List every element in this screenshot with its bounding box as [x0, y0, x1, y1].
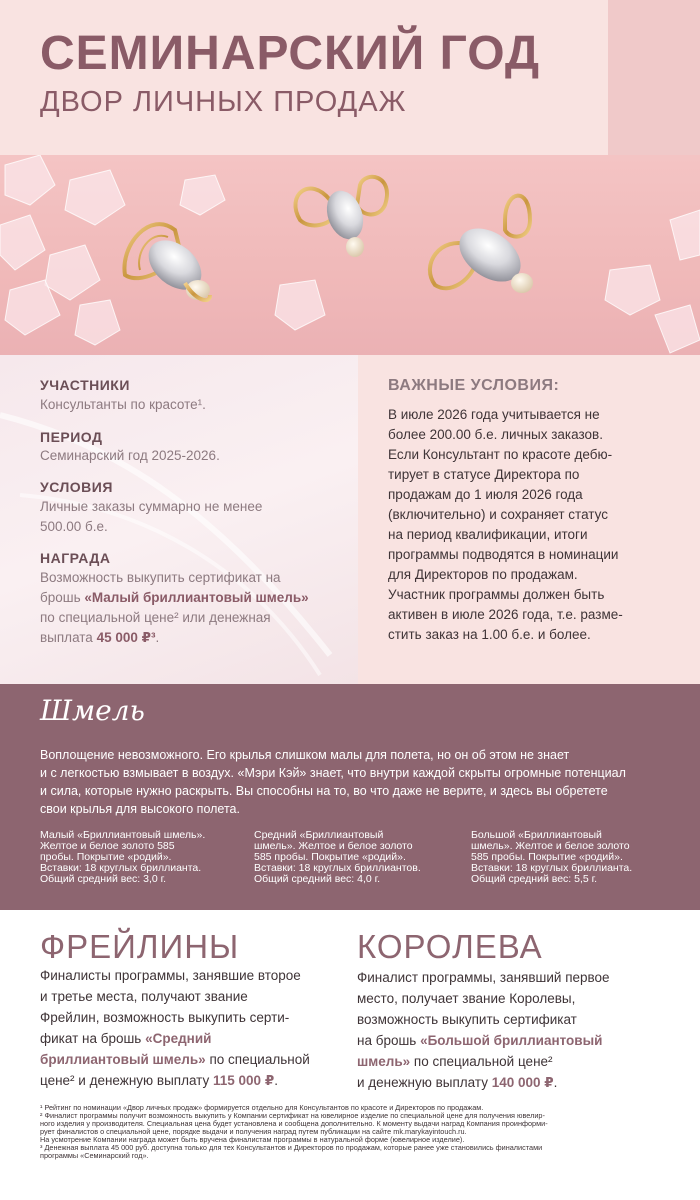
- important-line: тирует в статусе Директора по: [388, 467, 580, 482]
- important-line: для Директоров по продажам.: [388, 567, 578, 582]
- bumblebee-text-line: Воплощение невозможного. Его крылья слишком малы для полета, но он об этом не знает: [40, 748, 570, 762]
- participants-value: Консультанты по красоте¹.: [40, 397, 206, 412]
- brooch-large-icon: [430, 196, 533, 293]
- queen-title: КОРОЛЕВА: [357, 928, 543, 965]
- queen-text-line: Финалист программы, занявший первое: [357, 970, 610, 985]
- important-conditions-title: ВАЖНЫЕ УСЛОВИЯ:: [388, 377, 560, 394]
- bumblebee-section: [0, 684, 700, 910]
- queen-text-line: место, получает звание Королевы,: [357, 991, 576, 1006]
- page-title: СЕМИНАРСКИЙ ГОД: [40, 27, 541, 80]
- ladies-text-line: фикат на брошь «Средний: [40, 1031, 212, 1046]
- program-info-panel: [0, 355, 358, 684]
- ladies-text-line: бриллиантовый шмель» по специальной: [40, 1052, 310, 1067]
- important-line: программы подводятся в номинации: [388, 547, 619, 562]
- reward-label: НАГРАДА: [40, 550, 111, 566]
- brooch-small-icon: [124, 224, 210, 300]
- important-line: стить заказ на 1.00 б.е. и более.: [388, 627, 591, 642]
- important-line: продажам до 1 июля 2026 года: [388, 487, 583, 502]
- queen-text-line: шмель» по специальной цене²: [357, 1054, 553, 1069]
- conditions-label: УСЛОВИЯ: [40, 479, 113, 495]
- footnote: На усмотрение Компании награда может быть вручена финалистам программы в натуральной форме (ювелирное изделие).: [40, 1135, 465, 1144]
- page-subtitle: ДВОР ЛИЧНЫХ ПРОДАЖ: [40, 86, 407, 118]
- footnote: ³ Денежная выплата 45 000 руб. доступна только для тех Консультантов и Директоров по продажам, которые ранее уже становились финалистами: [40, 1143, 543, 1152]
- reward-value-line: по специальной цене² или денежная: [40, 610, 271, 625]
- conditions-value-line: Личные заказы суммарно не менее: [40, 499, 263, 514]
- queen-text-line: и денежную выплату 140 000 ₽.: [357, 1075, 558, 1090]
- ladies-text-line: Финалисты программы, занявшие второе: [40, 968, 301, 983]
- reward-value-line: выплата 45 000 ₽³.: [40, 630, 160, 645]
- queen-text-line: на брошь «Большой бриллиантовый: [357, 1033, 603, 1048]
- brooch-photo-illustration: [0, 155, 700, 355]
- brooch-photo: [0, 155, 700, 355]
- queen-text-line: возможность выкупить сертификат: [357, 1012, 577, 1027]
- reward-value-line: Возможность выкупить сертификат на: [40, 570, 281, 585]
- ladies-title: ФРЕЙЛИНЫ: [40, 928, 240, 965]
- reward-value-line: брошь «Малый бриллиантовый шмель»: [40, 590, 309, 605]
- important-line: (включительно) и сохраняет статус: [388, 507, 608, 522]
- footnote: рует финалистов о специальной цене, порядке выдачи и получения наград путем публикации на сайте mk.marykayintouch.ru.: [40, 1127, 467, 1136]
- footnote: ¹ Рейтинг по номинации «Двор личных продаж» формируется отдельно для Консультантов по красоте и Директоров по продажам.: [40, 1103, 484, 1112]
- footnote: ного изделия у производителя. Специальная цена будет установлена и сообщена дополнительно. К моменту выдачи наград Компания проинформи-: [40, 1119, 548, 1128]
- participants-label: УЧАСТНИКИ: [40, 377, 130, 393]
- header: [0, 0, 700, 155]
- bumblebee-title: Шмель: [40, 694, 145, 727]
- important-line: более 200.00 б.е. личных заказов.: [388, 427, 603, 442]
- brooch-medium-icon: [295, 177, 387, 257]
- important-conditions-panel: [358, 355, 700, 684]
- bumblebee-text-line: свои крылья для высокого полета.: [40, 802, 240, 816]
- important-line: на период квалификации, итоги: [388, 527, 588, 542]
- period-label: ПЕРИОД: [40, 429, 103, 445]
- important-line: В июле 2026 года учитывается не: [388, 407, 600, 422]
- conditions-value-line: 500.00 б.е.: [40, 519, 108, 534]
- bumblebee-text-line: и с легкостью взмывает в воздух. «Мэри Кэй» знает, что внутри каждой скрыты огромные потенциал: [40, 766, 626, 780]
- ladies-text-line: цене² и денежную выплату 115 000 ₽.: [40, 1073, 278, 1088]
- important-line: Если Консультант по красоте дебю-: [388, 447, 613, 462]
- footnote: программы «Семинарский год».: [40, 1151, 149, 1160]
- spec-medium: Средний «Бриллиантовый шмель». Желтое и белое золото 585 пробы. Покрытие «родий». Вставки: 18 круглых бриллиантов. Общий средний вес: 4,0 г.: [254, 829, 421, 885]
- spec-large: Большой «Бриллиантовый шмель». Желтое и белое золото 585 пробы. Покрытие «родий». Вставки: 18 круглых бриллианта. Общий средний вес: 5,5 г.: [471, 829, 633, 885]
- spec-small: Малый «Бриллиантовый шмель». Желтое и белое золото 585 пробы. Покрытие «родий». Вставки: 18 круглых бриллианта. Общий средний вес: 3,0 г.: [40, 829, 206, 885]
- ladies-text-line: и третье места, получают звание: [40, 989, 248, 1004]
- bumblebee-text-line: и сила, которые нужно раскрыть. Вы способны на то, во что даже не верите, и здесь вы обретете: [40, 784, 608, 798]
- important-line: активен в июле 2026 года, т.е. разме-: [388, 607, 623, 622]
- important-line: Участник программы должен быть: [388, 587, 605, 602]
- ladies-text-line: Фрейлин, возможность выкупить серти-: [40, 1010, 290, 1025]
- period-value: Семинарский год 2025-2026.: [40, 448, 220, 463]
- footnote: ² Финалист программы получит возможность выкупить у Компании сертификат на ювелирное изделие по специальной цене для получения ювелир-: [40, 1111, 545, 1120]
